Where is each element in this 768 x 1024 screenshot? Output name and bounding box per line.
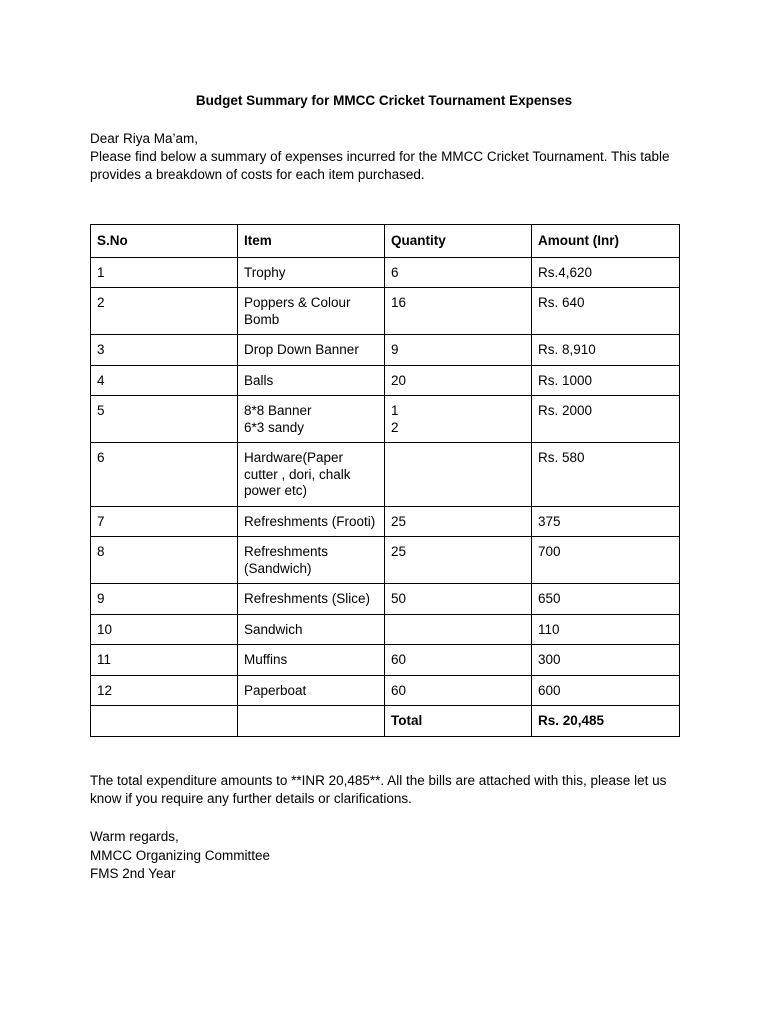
cell-item: Paperboat — [238, 675, 385, 706]
cell-sno: 1 — [91, 257, 238, 288]
cell-sno: 12 — [91, 675, 238, 706]
cell-item: Sandwich — [238, 614, 385, 645]
table-row — [91, 365, 680, 396]
cell-item: Refreshments (Slice) — [238, 584, 385, 615]
document-title: Budget Summary for MMCC Cricket Tournament Expenses — [195, 93, 573, 108]
total-label: Total — [385, 706, 532, 737]
table-total-row — [91, 706, 680, 737]
table-row — [91, 645, 680, 676]
cell-empty — [91, 706, 238, 737]
table-row — [91, 335, 680, 366]
cell-amount: Rs.4,620 — [532, 257, 680, 288]
cell-amount: 650 — [532, 584, 680, 615]
cell-sno: 4 — [91, 365, 238, 396]
header-quantity: Quantity — [385, 225, 532, 258]
cell-quantity: 20 — [385, 365, 532, 396]
cell-sno: 5 — [91, 396, 238, 443]
cell-amount: Rs. 8,910 — [532, 335, 680, 366]
cell-quantity: 6 — [385, 257, 532, 288]
table-row — [91, 506, 680, 537]
cell-quantity: 1 2 — [385, 396, 532, 443]
total-amount: Rs. 20,485 — [532, 706, 680, 737]
cell-item: Refreshments (Frooti) — [238, 506, 385, 537]
summary-section — [90, 772, 690, 808]
cell-amount: 110 — [532, 614, 680, 645]
cell-amount: 600 — [532, 675, 680, 706]
cell-empty — [238, 706, 385, 737]
table-row — [91, 614, 680, 645]
greeting: Dear Riya Ma’am, — [90, 131, 199, 146]
cell-item: Balls — [238, 365, 385, 396]
cell-amount: 300 — [532, 645, 680, 676]
cell-sno: 9 — [91, 584, 238, 615]
table-row — [91, 443, 680, 507]
cell-item: 8*8 Banner 6*3 sandy — [238, 396, 385, 443]
cell-amount: Rs. 580 — [532, 443, 680, 507]
cell-amount: Rs. 1000 — [532, 365, 680, 396]
sender-name: MMCC Organizing Committee — [90, 847, 271, 863]
table-row — [91, 675, 680, 706]
expenses-table — [90, 224, 680, 737]
cell-quantity: 9 — [385, 335, 532, 366]
cell-item: Trophy — [238, 257, 385, 288]
cell-item: Poppers & Colour Bomb — [238, 288, 385, 335]
regards-line: Warm regards, — [90, 829, 179, 844]
table-row — [91, 257, 680, 288]
header-sno: S.No — [91, 225, 238, 258]
cell-amount: 375 — [532, 506, 680, 537]
cell-sno: 6 — [91, 443, 238, 507]
cell-sno: 3 — [91, 335, 238, 366]
summary-paragraph: The total expenditure amounts to **INR 20,485**. All the bills are attached with this, please let us know if you require any further details or clarifications. — [90, 773, 667, 806]
table-header-row — [91, 225, 680, 258]
cell-item: Refreshments (Sandwich) — [238, 537, 385, 584]
intro-section — [90, 130, 690, 184]
cell-amount: Rs. 640 — [532, 288, 680, 335]
signoff-section — [90, 828, 690, 884]
cell-item: Drop Down Banner — [238, 335, 385, 366]
table-row — [91, 396, 680, 443]
cell-sno: 7 — [91, 506, 238, 537]
cell-amount: Rs. 2000 — [532, 396, 680, 443]
cell-sno: 10 — [91, 614, 238, 645]
cell-quantity — [385, 443, 532, 507]
cell-quantity: 25 — [385, 506, 532, 537]
cell-quantity: 60 — [385, 675, 532, 706]
cell-item: Hardware(Paper cutter , dori, chalk power etc) — [238, 443, 385, 507]
table-row — [91, 537, 680, 584]
cell-item: Muffins — [238, 645, 385, 676]
table-row — [91, 584, 680, 615]
cell-sno: 2 — [91, 288, 238, 335]
cell-quantity: 25 — [385, 537, 532, 584]
cell-quantity — [385, 614, 532, 645]
header-item: Item — [238, 225, 385, 258]
cell-amount: 700 — [532, 537, 680, 584]
cell-quantity: 60 — [385, 645, 532, 676]
header-amount: Amount (Inr) — [532, 225, 680, 258]
cell-quantity: 16 — [385, 288, 532, 335]
table-row — [91, 288, 680, 335]
cell-sno: 11 — [91, 645, 238, 676]
sender-detail: FMS 2nd Year — [90, 866, 176, 881]
cell-sno: 8 — [91, 537, 238, 584]
cell-quantity: 50 — [385, 584, 532, 615]
intro-paragraph: Please find below a summary of expenses incurred for the MMCC Cricket Tournament. This table provides a breakdown of costs for each item purchased. — [90, 149, 670, 182]
